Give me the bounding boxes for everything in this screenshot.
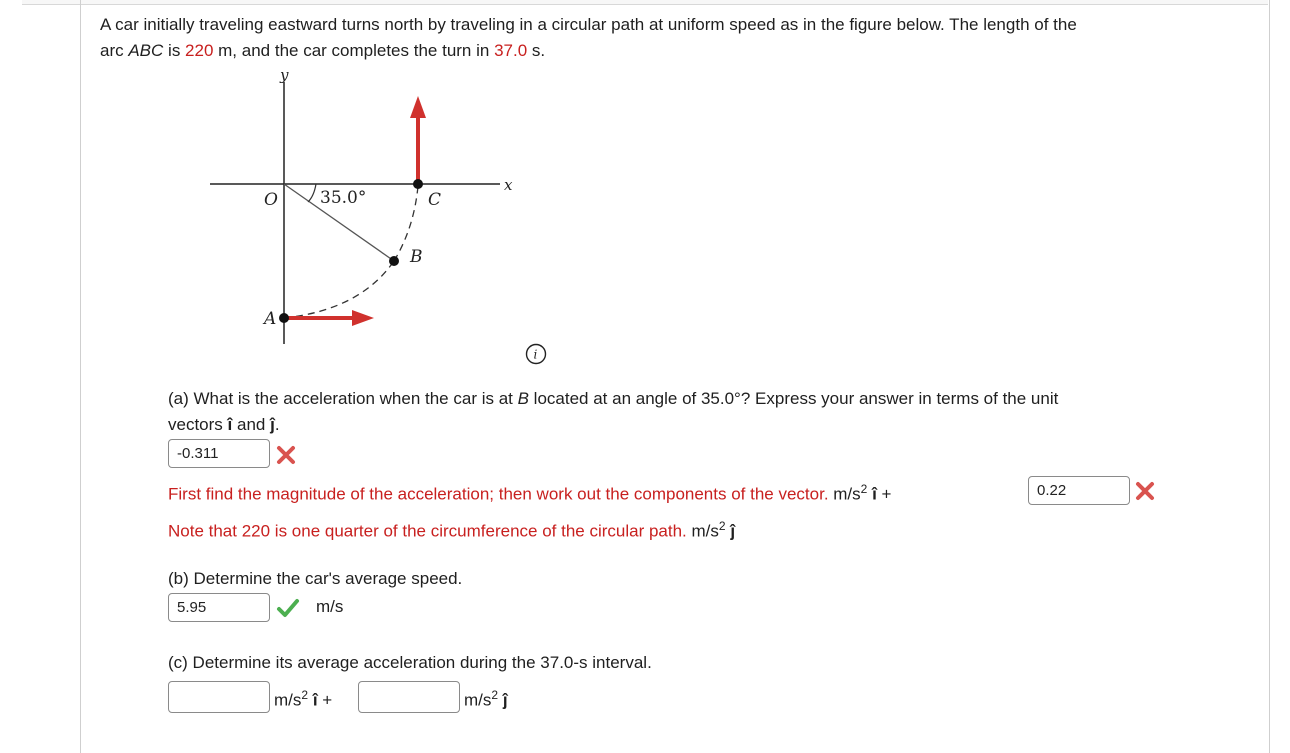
part-a-hint-2-line	[168, 513, 735, 545]
i-hat: î	[227, 415, 233, 434]
x-axis-label: x	[504, 176, 513, 194]
part-a-question-line-2	[168, 412, 280, 438]
origin-label: O	[264, 190, 278, 210]
part-c-j-hat: ĵ	[502, 690, 508, 710]
i-hat-unit: î	[872, 484, 877, 504]
part-c-unit-i: m/s	[274, 690, 302, 710]
part-c-unit-i-line	[274, 682, 332, 714]
part-c-plus: +	[317, 690, 333, 710]
unit-exp-i: 2	[860, 482, 868, 496]
part-c-unit-j: m/s	[464, 690, 492, 710]
unit-label-i: m/s	[828, 484, 861, 504]
y-axis-label: y	[280, 66, 289, 84]
part-c-i-input[interactable]	[168, 681, 270, 713]
problem-text-1: A car initially traveling eastward turns north by traveling in a circular path at uniform speed as in the figure below. The length of the	[100, 15, 1077, 34]
arc-name: ABC	[128, 41, 164, 60]
angle-arc	[308, 184, 316, 202]
part-c-i-hat: î	[312, 690, 318, 710]
part-b-input[interactable]: 5.95	[168, 593, 270, 622]
info-icon[interactable]	[525, 343, 547, 365]
problem-text-2a: arc	[100, 41, 129, 60]
arc-length-value: 220	[185, 41, 214, 60]
correct-check-icon	[276, 597, 300, 619]
arrowhead-a	[352, 310, 374, 326]
part-a-text-2: located at an angle of 35.0°? Express your answer in terms of the unit	[528, 389, 1059, 408]
unit-exp-j: 2	[718, 519, 726, 533]
part-a-period: .	[274, 415, 280, 434]
point-a-dot	[279, 313, 289, 323]
angle-label: 35.0°	[320, 188, 367, 208]
part-a-hint-2: Note that 220 is one quarter of the circumference of the circular path.	[168, 521, 687, 541]
part-a-question-line-1	[168, 386, 1058, 412]
part-c-unit-j-line	[464, 682, 508, 714]
part-c-j-input[interactable]	[358, 681, 460, 713]
point-a-label: A	[264, 309, 277, 329]
part-a-text-3: vectors	[168, 415, 228, 434]
problem-text-2c: m, and the car completes the turn in	[213, 41, 495, 60]
j-hat: ĵ	[270, 415, 275, 434]
problem-text-2b: is	[163, 41, 186, 60]
part-c-exp-j: 2	[491, 688, 499, 702]
arrowhead-c	[410, 96, 426, 118]
point-b-dot	[389, 256, 399, 266]
turn-time-value: 37.0	[494, 41, 528, 60]
incorrect-x-icon	[275, 444, 297, 466]
circular-path-figure	[200, 62, 530, 352]
incorrect-x-icon	[1134, 480, 1156, 502]
point-c-dot	[413, 179, 423, 189]
part-a-hint-1: First find the magnitude of the acceleration; then work out the components of the vector.	[168, 484, 829, 504]
unit-label-j: m/s	[686, 521, 719, 541]
problem-line-1	[100, 12, 1077, 38]
plus-sign: +	[876, 484, 892, 504]
j-hat-unit: ĵ	[730, 521, 736, 541]
part-a-point: B	[517, 389, 529, 408]
part-c-question: (c) Determine its average acceleration during the 37.0-s interval.	[168, 653, 652, 672]
dashed-arc-ab	[284, 261, 394, 318]
problem-text-2d: s.	[527, 41, 546, 60]
part-b-unit: m/s	[316, 597, 344, 616]
part-b-question: (b) Determine the car's average speed.	[168, 569, 463, 588]
part-a-hint-1-line	[168, 476, 891, 508]
point-b-label: B	[410, 247, 423, 267]
point-c-label: C	[428, 190, 442, 210]
part-a-and: and	[232, 415, 271, 434]
part-a-i-input[interactable]: -0.311	[168, 439, 270, 468]
problem-line-2	[100, 38, 545, 64]
info-icon-glyph: i	[533, 347, 538, 362]
part-c-exp-i: 2	[301, 688, 309, 702]
part-a-text-1: (a) What is the acceleration when the car is at	[168, 389, 518, 408]
part-a-j-input[interactable]: 0.22	[1028, 476, 1130, 505]
